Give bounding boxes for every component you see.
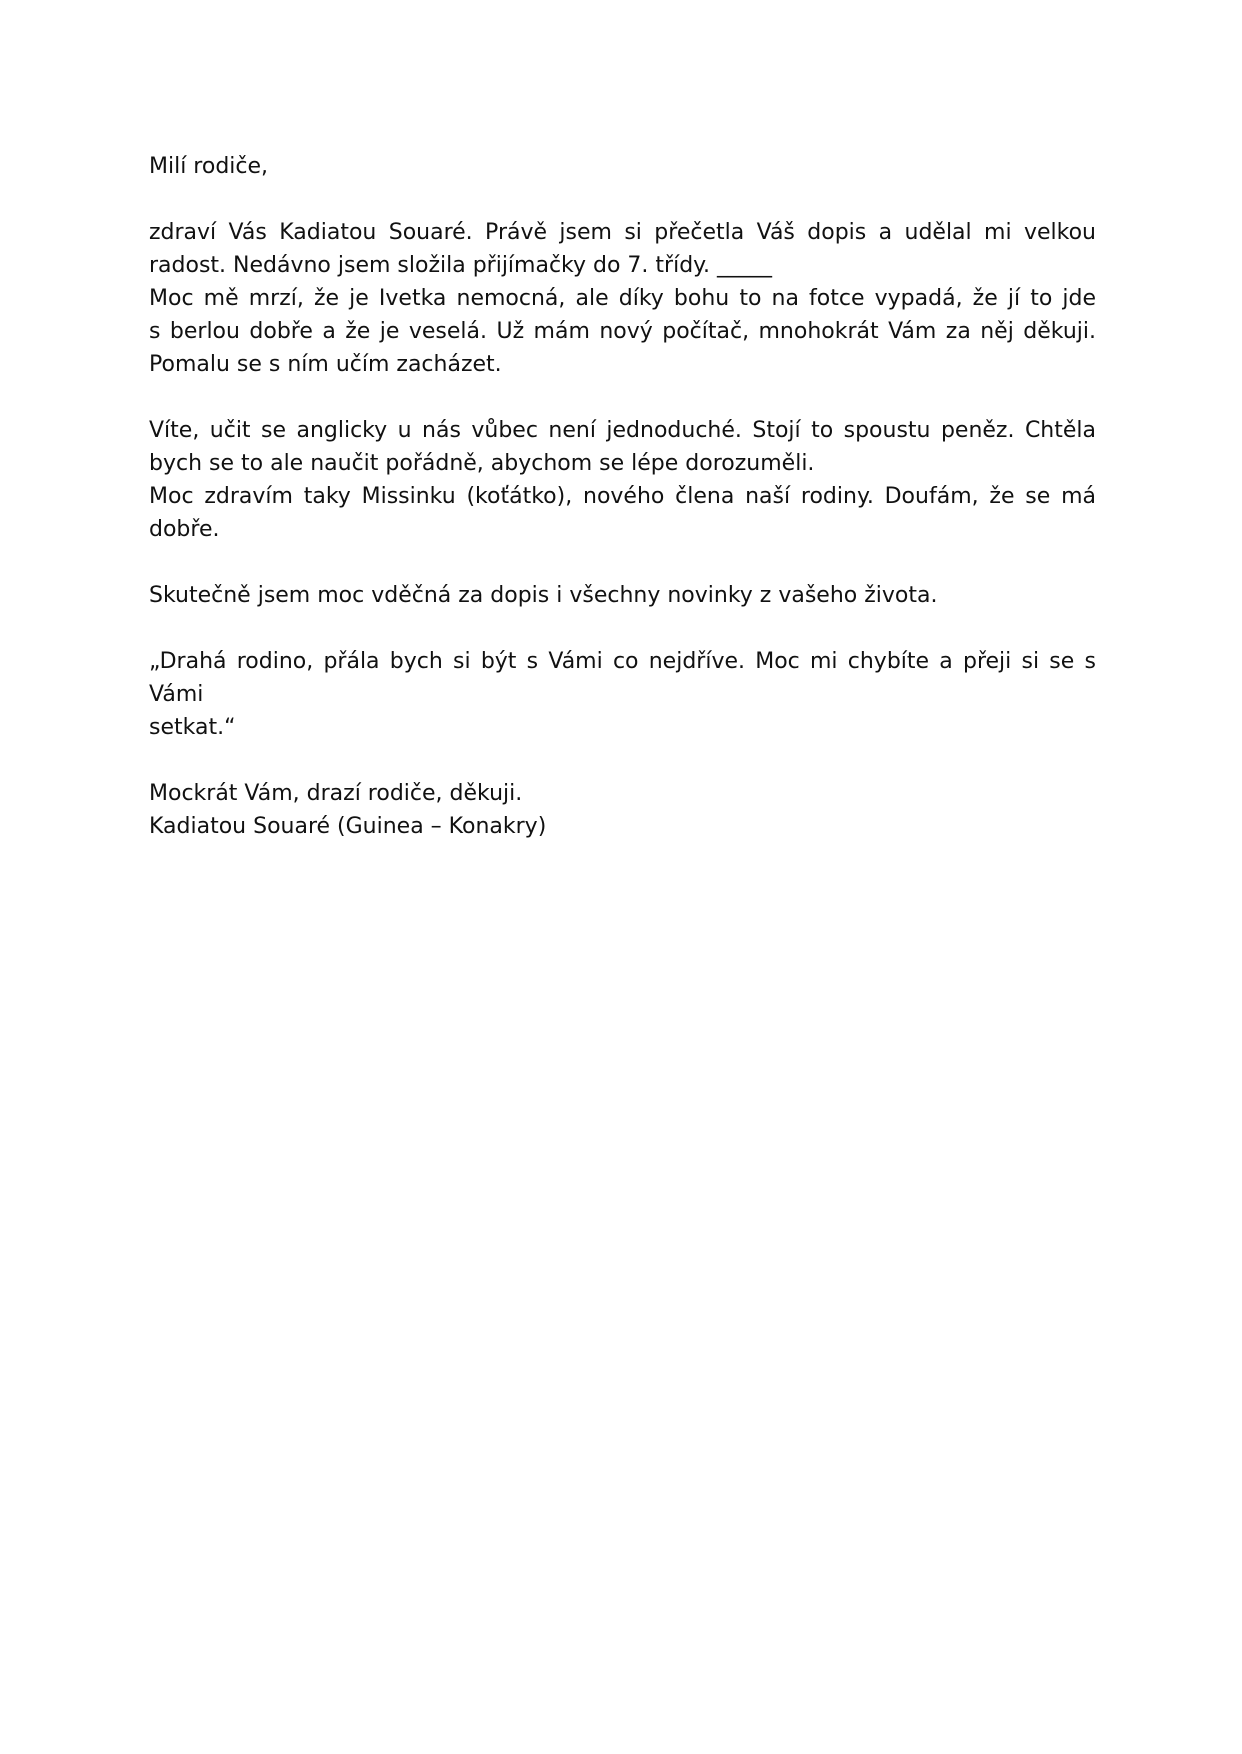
paragraph-quote <box>149 645 1096 744</box>
paragraph-thanks-text: Skutečně jsem moc vděčná za dopis i všechny novinky z vašeho života. <box>149 583 938 608</box>
paragraph-english <box>149 414 1096 546</box>
paragraph-greeting-line-5: Pomalu se s ním učím zacházet. <box>149 352 502 377</box>
paragraph-greeting-line-4: s berlou dobře a že je veselá. Už mám nový počítač, mnohokrát Vám za něj děkuji. <box>149 319 1096 344</box>
paragraph-greeting-line-3: Moc mě mrzí, že je Ivetka nemocná, ale díky bohu to na fotce vypadá, že jí to jde <box>149 286 1096 311</box>
paragraph-english-line-1: Víte, učit se anglicky u nás vůbec není jednoduché. Stojí to spoustu peněz. Chtěla <box>149 418 1096 443</box>
paragraph-quote-line-2: setkat.“ <box>149 715 236 740</box>
salutation <box>149 150 1096 183</box>
paragraph-english-line-3: Moc zdravím taky Missinku (koťátko), nového člena naší rodiny. Doufám, že se má <box>149 484 1096 509</box>
salutation-text: Milí rodiče, <box>149 154 269 179</box>
paragraph-thanks <box>149 579 1096 612</box>
paragraph-greeting-line-2: radost. Nedávno jsem složila přijímačky do 7. třídy. _____ <box>149 253 773 278</box>
letter-body <box>149 150 1096 843</box>
paragraph-english-line-2: bych se to ale naučit pořádně, abychom se lépe dorozuměli. <box>149 451 815 476</box>
paragraph-quote-line-1: „Drahá rodino, přála bych si být s Vámi co nejdříve. Moc mi chybíte a přeji si se s Vámi <box>149 649 1096 707</box>
closing-text: Mockrát Vám, drazí rodiče, děkuji. <box>149 781 523 806</box>
closing <box>149 777 1096 843</box>
paragraph-english-line-4: dobře. <box>149 517 220 542</box>
signature: Kadiatou Souaré (Guinea – Konakry) <box>149 814 547 839</box>
paragraph-greeting <box>149 216 1096 381</box>
paragraph-greeting-line-1: zdraví Vás Kadiatou Souaré. Právě jsem si přečetla Váš dopis a udělal mi velkou <box>149 220 1096 245</box>
